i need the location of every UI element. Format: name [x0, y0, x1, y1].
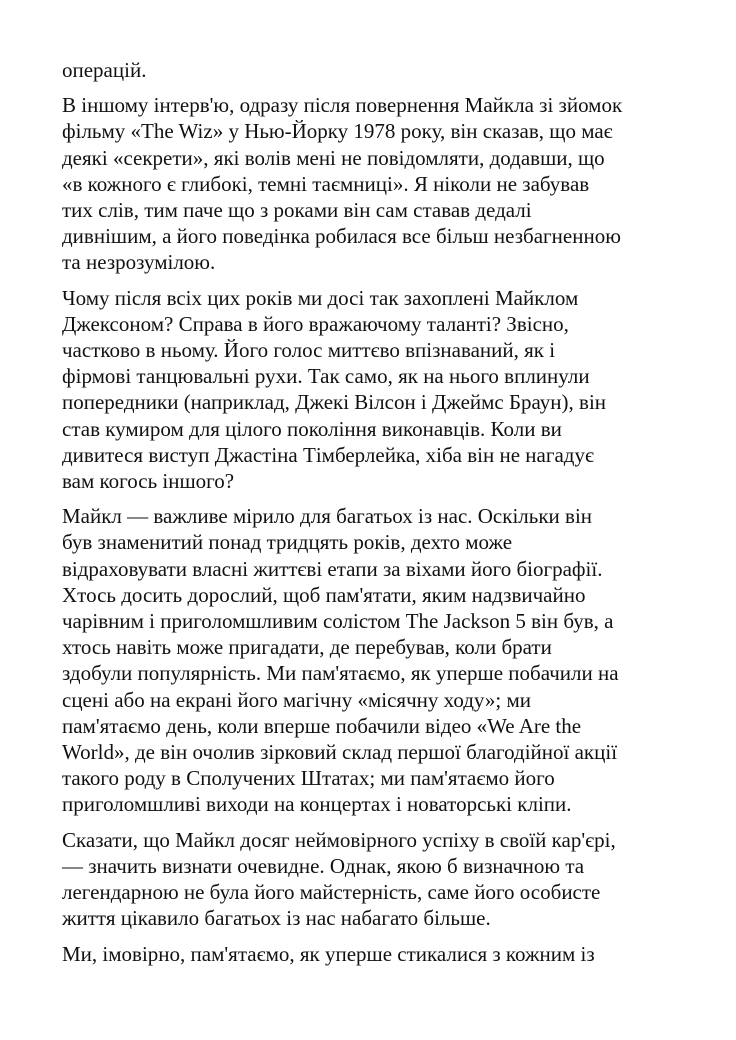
- text-line: Сказати, що Майкл досяг неймовірного успіху в своїй кар'єрі,: [62, 827, 616, 852]
- text-line: та незрозумілою.: [62, 250, 216, 275]
- text-line: дивнішим, а його поведінка робилася все більш незбагненною: [62, 224, 621, 249]
- text-line: приголомшливі виходи на концертах і новаторські кліпи.: [62, 792, 572, 817]
- paragraph-3: [62, 285, 674, 495]
- text-line: сцені або на екрані його магічну «місячну ходу»; ми: [62, 687, 532, 712]
- text-line: «в кожного є глибокі, темні таємниці». Я ніколи не забував: [62, 171, 590, 196]
- text-line: такого роду в Сполучених Штатах; ми пам'ятаємо його: [62, 766, 555, 791]
- text-line: життя цікавило багатьох із нас набагато більше.: [62, 906, 491, 931]
- text-line: Ми, імовірно, пам'ятаємо, як уперше стикалися з кожним із: [62, 941, 595, 966]
- text-line: тих слів, тим паче що з роками він сам ставав дедалі: [62, 198, 532, 223]
- text-line: пам'ятаємо день, коли вперше побачили відео «We Are the: [62, 713, 582, 738]
- text-line: легендарною не була його майстерність, саме його особисте: [62, 880, 601, 905]
- text-line: був знаменитий понад тридцять років, дехто може: [62, 530, 513, 555]
- text-line: дивитеся виступ Джастіна Тімберлейка, хіба він не нагадує: [62, 442, 594, 467]
- text-line: хтось навіть може пригадати, де перебував, коли брати: [62, 635, 552, 660]
- text-line: World», де він очолив зірковий склад першої благодійної акції: [62, 740, 618, 765]
- text-line: відраховувати власні життєві етапи за віхами його біографії.: [62, 556, 603, 581]
- text-line: частково в ньому. Його голос миттєво впізнаваний, як і: [62, 338, 556, 363]
- text-line: В іншому інтерв'ю, одразу після повернення Майкла зі зйомок: [62, 93, 623, 118]
- text-line: став кумиром для цілого покоління виконавців. Коли ви: [62, 416, 562, 441]
- text-line: деякі «секрети», які волів мені не повідомляти, додавши, що: [62, 145, 605, 170]
- text-line: — значить визнати очевидне. Однак, якою б визначною та: [62, 853, 585, 878]
- text-line: Джексоном? Справа в його вражаючому таланті? Звісно,: [62, 311, 569, 336]
- text-line: чарівним і приголомшливим солістом The Jackson 5 він був, а: [62, 609, 614, 634]
- text-line: здобули популярність. Ми пам'ятаємо, як уперше побачили на: [62, 661, 619, 686]
- text-line: фільму «The Wiz» у Нью-Йорку 1978 року, він сказав, що має: [62, 119, 613, 144]
- paragraph-1: [62, 57, 674, 83]
- paragraph-2: [62, 92, 674, 275]
- paragraph-6: [62, 941, 674, 967]
- paragraph-5: [62, 827, 674, 932]
- text-line: операцій.: [62, 58, 147, 82]
- text-line: вам когось іншого?: [62, 469, 235, 494]
- text-line: Майкл — важливе мірило для багатьох із нас. Оскільки він: [62, 504, 593, 529]
- text-line: фірмові танцювальні рухи. Так само, як на нього вплинули: [62, 364, 590, 389]
- text-line: Чому після всіх цих років ми досі так захоплені Майклом: [62, 285, 579, 310]
- text-line: попередники (наприклад, Джекі Вілсон і Джеймс Браун), він: [62, 390, 607, 415]
- text-line: Хтось досить дорослий, щоб пам'ятати, яким надзвичайно: [62, 582, 586, 607]
- paragraph-4: [62, 503, 674, 817]
